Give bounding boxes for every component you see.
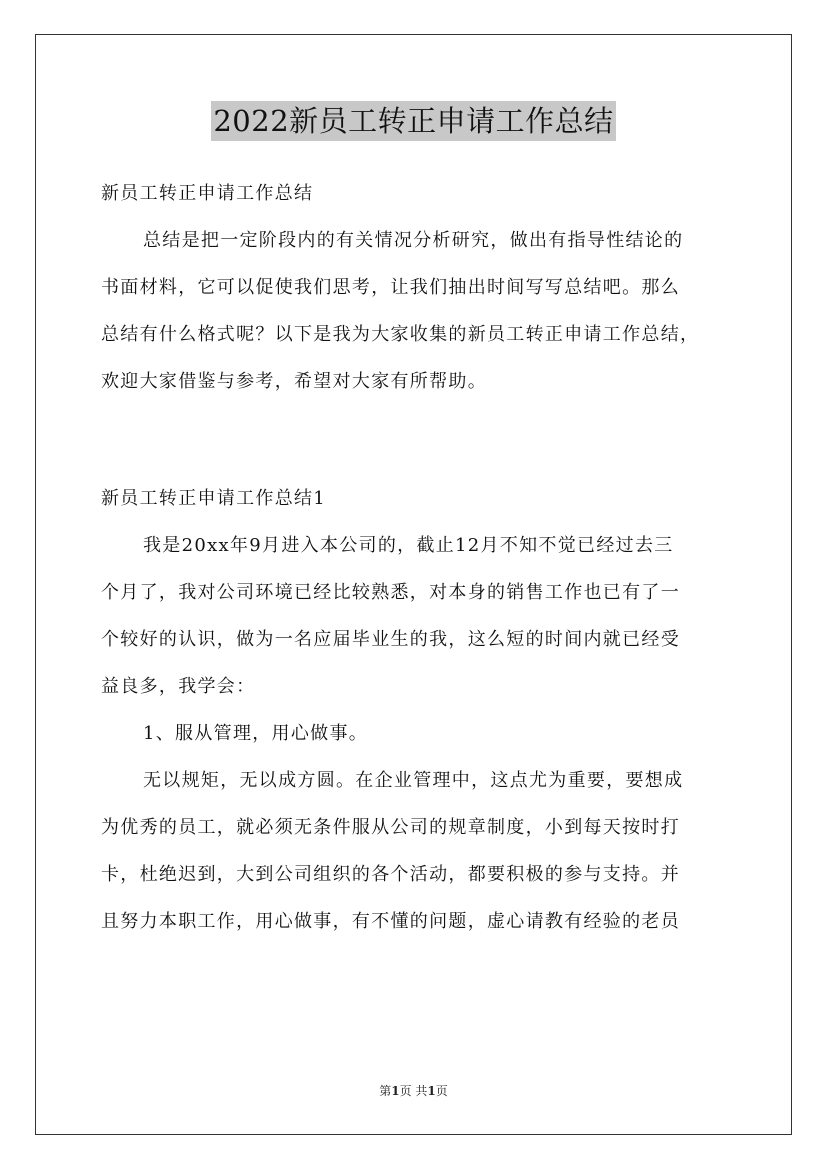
footer-page-mid: 页 共 [399, 1084, 428, 1098]
section-heading: 新员工转正申请工作总结1 [101, 488, 327, 509]
paragraph-line: 且努力本职工作，用心做事，有不懂的问题，虚心请教有经验的老员 [101, 911, 680, 932]
document-body [101, 170, 741, 945]
footer-page-prefix: 第 [379, 1084, 392, 1098]
paragraph-line: 个月了，我对公司环境已经比较熟悉，对本身的销售工作也已有了一 [101, 582, 680, 603]
paragraph-line: 个较好的认识，做为一名应届毕业生的我，这么短的时间内就已经受 [101, 629, 680, 650]
footer-page-suffix: 页 [435, 1084, 448, 1098]
document-subtitle: 新员工转正申请工作总结 [101, 183, 314, 204]
paragraph-line: 总结有什么格式呢？以下是我为大家收集的新员工转正申请工作总结， [101, 324, 700, 345]
paragraph-line: 书面材料，它可以促使我们思考，让我们抽出时间写写总结吧。那么 [101, 277, 680, 298]
document-title: 2022新员工转正申请工作总结 [211, 101, 615, 141]
footer-page-number: 1 [391, 1084, 400, 1098]
paragraph-line: 卡，杜绝迟到，大到公司组织的各个活动，都要积极的参与支持。并 [101, 864, 680, 885]
paragraph-line: 我是20xx年9月进入本公司的，截止12月不知不觉已经过去三 [143, 535, 674, 556]
intro-paragraph [101, 217, 741, 405]
point-paragraph [101, 757, 741, 945]
paragraph-line: 欢迎大家借鉴与参考，希望对大家有所帮助。 [101, 371, 487, 392]
page-footer [0, 1082, 827, 1099]
paragraph-line: 无以规矩，无以成方圆。在企业管理中，这点尤为重要，要想成 [143, 770, 684, 791]
paragraph-line: 为优秀的员工，就必须无条件服从公司的规章制度，小到每天按时打 [101, 817, 680, 838]
paragraph-spacer [101, 405, 741, 475]
paragraph-line: 总结是把一定阶段内的有关情况分析研究，做出有指导性结论的 [143, 230, 684, 251]
footer-page-total: 1 [427, 1084, 436, 1098]
point-heading: 1、服从管理，用心做事。 [143, 723, 369, 744]
paragraph-line: 益良多，我学会： [101, 676, 256, 697]
section-paragraph [101, 522, 741, 710]
title-container [0, 101, 827, 141]
